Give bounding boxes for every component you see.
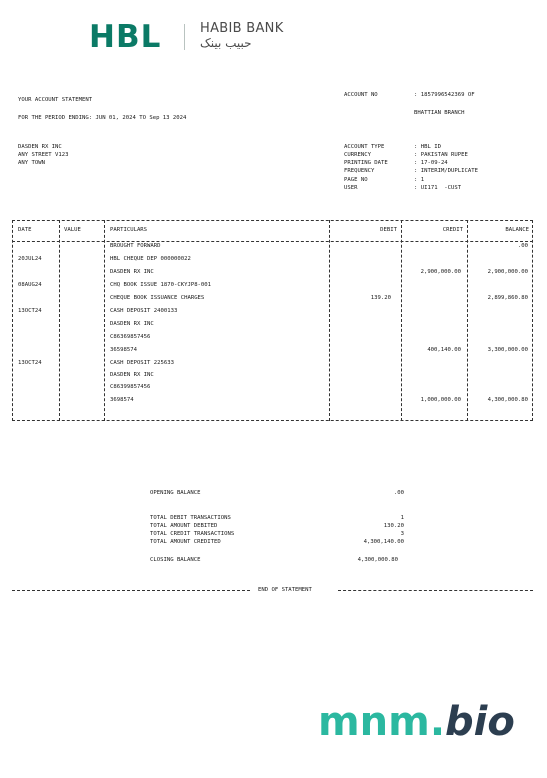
watermark-part1: mnm. bbox=[318, 699, 446, 745]
printing-date-value: : 17-09-24 bbox=[414, 160, 448, 166]
row-balance: 2,899,860.80 bbox=[487, 295, 528, 301]
header-debit: DEBIT bbox=[380, 227, 397, 233]
customer-town: ANY TOWN bbox=[18, 160, 45, 166]
watermark-logo bbox=[318, 700, 515, 744]
row-particulars: C86399857456 bbox=[110, 384, 151, 390]
summary-value: 4,300,000.80 bbox=[357, 557, 398, 563]
transactions-table bbox=[12, 220, 533, 421]
statement-title: YOUR ACCOUNT STATEMENT bbox=[18, 97, 93, 103]
header-credit: CREDIT bbox=[442, 227, 463, 233]
row-date: 08AUG24 bbox=[18, 282, 42, 288]
header-balance: BALANCE bbox=[505, 227, 529, 233]
row-date: 20JUL24 bbox=[18, 256, 42, 262]
end-divider-right bbox=[338, 590, 533, 591]
bank-name: HABIB BANK bbox=[200, 21, 284, 36]
row-particulars: DASDEN RX INC bbox=[110, 321, 154, 327]
summary-value: 4,300,140.00 bbox=[363, 539, 404, 545]
currency-label: CURRENCY bbox=[344, 152, 371, 158]
customer-name: DASDEN RX INC bbox=[18, 144, 62, 150]
statement-period: FOR THE PERIOD ENDING: JUN 01, 2024 TO Sep 13 2024 bbox=[18, 115, 187, 121]
page-no-label: PAGE NO bbox=[344, 177, 368, 183]
summary-label: TOTAL AMOUNT CREDITED bbox=[150, 539, 221, 545]
row-credit: 2,900,000.00 bbox=[420, 269, 461, 275]
summary-value: 3 bbox=[400, 531, 404, 537]
customer-street: ANY STREET V123 bbox=[18, 152, 69, 158]
account-no-label: ACCOUNT NO bbox=[344, 92, 378, 98]
row-balance: 3,300,000.00 bbox=[487, 347, 528, 353]
row-particulars: CASH DEPOSIT 2400133 bbox=[110, 308, 178, 314]
column-divider bbox=[104, 220, 105, 421]
row-balance: 4,300,000.80 bbox=[487, 397, 528, 403]
column-divider bbox=[329, 220, 330, 421]
summary-label: TOTAL DEBIT TRANSACTIONS bbox=[150, 515, 231, 521]
table-header-divider bbox=[12, 241, 533, 242]
row-credit: 1,000,000.00 bbox=[420, 397, 461, 403]
column-divider bbox=[59, 220, 60, 421]
watermark-part2: bio bbox=[445, 699, 515, 745]
row-credit: 400,140.00 bbox=[427, 347, 461, 353]
summary-label: CLOSING BALANCE bbox=[150, 557, 201, 563]
summary-label: TOTAL AMOUNT DEBITED bbox=[150, 523, 218, 529]
row-particulars: DASDEN RX INC bbox=[110, 269, 154, 275]
end-divider-left bbox=[12, 590, 250, 591]
user-value: : UI171 -CUST bbox=[414, 185, 462, 191]
row-debit: 139.20 bbox=[370, 295, 391, 301]
row-date: 13OCT24 bbox=[18, 360, 42, 366]
header-particulars: PARTICULARS bbox=[110, 227, 148, 233]
branch-name: BHATTIAN BRANCH bbox=[414, 110, 465, 116]
frequency-label: FREQUENCY bbox=[344, 168, 375, 174]
column-divider bbox=[401, 220, 402, 421]
summary-label: TOTAL CREDIT TRANSACTIONS bbox=[150, 531, 235, 537]
row-particulars: 3698574 bbox=[110, 397, 134, 403]
summary-value: 130.20 bbox=[383, 523, 404, 529]
bank-name-urdu: حبیب بینک bbox=[200, 36, 252, 50]
account-type-label: ACCOUNT TYPE bbox=[344, 144, 385, 150]
account-no-value: : 1857996542369 OF bbox=[414, 92, 475, 98]
header-date: DATE bbox=[18, 227, 32, 233]
row-balance: .00 bbox=[517, 243, 528, 249]
account-type-value: : HBL ID bbox=[414, 144, 441, 150]
summary-value: 1 bbox=[400, 515, 404, 521]
row-particulars: C86369857456 bbox=[110, 334, 151, 340]
row-particulars: CASH DEPOSIT 225633 bbox=[110, 360, 174, 366]
column-divider bbox=[467, 220, 468, 421]
logo-divider bbox=[184, 24, 185, 50]
header-value: VALUE bbox=[64, 227, 81, 233]
frequency-value: : INTERIM/DUPLICATE bbox=[414, 168, 478, 174]
row-particulars: CHQ BOOK ISSUE 1870-CKYJP8-001 bbox=[110, 282, 212, 288]
row-particulars: HBL CHEQUE DEP 000000022 bbox=[110, 256, 191, 262]
end-of-statement: END OF STATEMENT bbox=[258, 587, 312, 593]
row-date: 13OCT24 bbox=[18, 308, 42, 314]
row-particulars: BROUGHT FORWARD bbox=[110, 243, 161, 249]
summary-value: .00 bbox=[393, 490, 404, 496]
page-no-value: : 1 bbox=[414, 177, 425, 183]
row-particulars: 36598574 bbox=[110, 347, 137, 353]
bank-logo: HBL bbox=[89, 19, 162, 55]
row-balance: 2,900,000.00 bbox=[487, 269, 528, 275]
summary-label: OPENING BALANCE bbox=[150, 490, 201, 496]
currency-value: : PAKISTAN RUPEE bbox=[414, 152, 468, 158]
row-particulars: DASDEN RX INC bbox=[110, 372, 154, 378]
printing-date-label: PRINTING DATE bbox=[344, 160, 388, 166]
row-particulars: CHEQUE BOOK ISSUANCE CHARGES bbox=[110, 295, 205, 301]
user-label: USER bbox=[344, 185, 358, 191]
